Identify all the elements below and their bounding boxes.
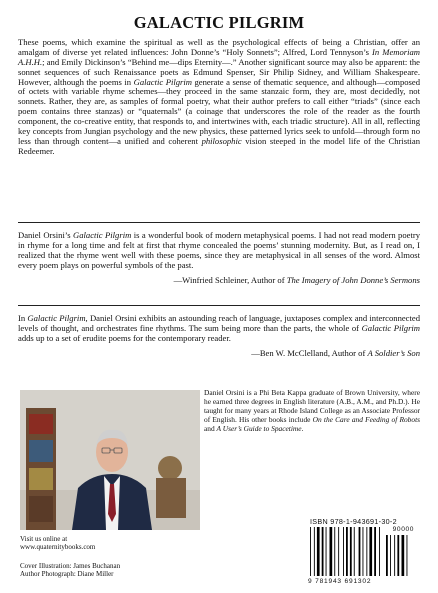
intro-text: generate a sense of thematic sequence, and although—composed of octets with variable rhyme schemes—they proceed in the same stanzaic form, they are, most decidedly, not sonnets. Rather, they are, as samples of formal poetry, what their author prefers to call either “triads” (since each poem contains three stanzas) or “quaternals” (a coinage that underscores the role of the reader as the fourth component, the co-creative entity, that responds to, and intertwines with, each triadic structure). All in all, reflecting key concepts from Jungian psychology and the new physics, these patterned lyrics seek to unfold—through form no less than through content—a unified and coherent [18, 76, 420, 146]
review-title-ref: Galactic Pilgrim [27, 313, 86, 323]
intro-title-ref: In Memoriam A.H.H. [18, 46, 420, 67]
review-schleiner [18, 231, 420, 285]
bio-text-part: . [301, 424, 304, 434]
bio-book-title: A User’s Guide to Spacetime [216, 424, 302, 434]
review-text-part: is a wonderful book of modern metaphysical poems. I had not read modern poetry in rhyme for a long time and felt at first that rhyme concealed the poems’ stunning modernity. But, as I read on, I realized that the rhyme went well with these poems, since they are metaphysical in all senses of the word. Almost every poem plays on powerful symbols of the past. [18, 230, 421, 270]
review-text [18, 231, 420, 271]
isbn-label: ISBN 978-1-943691-30-2 [310, 517, 397, 526]
intro-text: These poems, which examine the spiritual as well as the psychological effects of being a Christian, offer an amalgam of diverse yet related influences: John Donne’s “Holy Sonnets”; Alfred, Lord Tennyson’s [18, 37, 420, 57]
attribution-book: The Imagery of John Donne’s Sermons [286, 274, 420, 285]
price-code: 90000 [392, 526, 414, 533]
intro-text: vision steeped in the model life of the Christian Redeemer. [18, 135, 420, 156]
intro-paragraph [18, 38, 420, 157]
review-attribution [18, 276, 420, 286]
intro-section [18, 38, 420, 157]
intro-title-ref: Galactic Pilgrim [133, 76, 192, 87]
bio-text-part: and [204, 424, 217, 434]
author-photo [20, 390, 200, 530]
cover-credit: Cover Illustration: James Buchanan [20, 562, 121, 570]
review-text-part: Daniel Orsini’s [18, 230, 73, 240]
attribution-text: —Winfried Schleiner, Author of [173, 274, 287, 285]
book-title: GALACTIC PILGRIM [133, 13, 305, 32]
bio-text-part: Daniel Orsini is a Phi Beta Kappa graduate of Brown University, where he earned three degrees in English literature (A.B., A.M., and Ph.D.). He taught for many years at Rhode Island College as an Associate Professor of English. His other books include [204, 388, 420, 425]
review-text-part: In [18, 313, 28, 323]
barcode-digits: 9 781943 691302 [308, 578, 372, 585]
review-title-ref: Galactic Pilgrim [73, 230, 132, 240]
website-info [20, 535, 95, 552]
review-text-part: adds up to a set of erudite poems for the contemporary reader. [18, 332, 231, 343]
author-portrait-illustration [20, 390, 200, 530]
bio-text [204, 388, 420, 433]
attribution-text: —Ben W. McClelland, Author of [251, 347, 368, 358]
review-text-part: , Daniel Orsini exhibits an astounding reach of language, juxtaposes complex and interconnected levels of thought, and orchestrates fine rhythms. The sum being more than the parts, the whole of [18, 313, 420, 333]
photo-credit: Author Photograph: Diane Miller [20, 570, 114, 579]
review-attribution [18, 349, 420, 359]
credits [20, 562, 120, 579]
visit-label: Visit us online at [20, 535, 68, 543]
review-text [18, 314, 420, 344]
website-link[interactable]: www.quaternitybooks.com [20, 543, 96, 552]
isbn-barcode [302, 516, 418, 588]
attribution-book: A Soldier’s Son [367, 347, 420, 358]
review-mcclelland [18, 314, 420, 359]
intro-text: ; and Emily Dickinson’s “Behind me—dips Eternity—.” Another significant source may also be apparent: the sonnet sequences of such Renaissance poets as Edmund Spenser, Sir Philip Sidney, and William Shakespeare. However, although the poems in [18, 56, 420, 87]
intro-emphasis: philosophic [201, 135, 242, 146]
author-bio [204, 388, 420, 433]
divider [18, 222, 420, 223]
bio-book-title: On the Care and Feeding of Robots [312, 415, 420, 425]
divider [18, 305, 420, 306]
review-title-ref: Galactic Pilgrim [361, 322, 421, 333]
